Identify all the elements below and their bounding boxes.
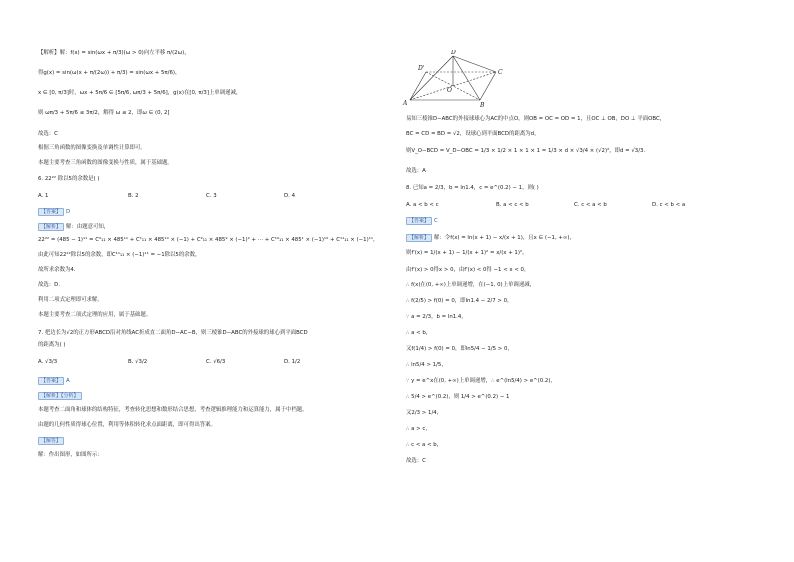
solution-line: ∵ y = e^x在(0, +∞)上单调递增，∴ e^(ln5/4) > e^(0.2)， xyxy=(406,378,556,384)
option-a: A. 1 xyxy=(38,193,49,199)
analysis-tag: 【解析】 xyxy=(38,223,64,231)
option-d: D. c < b < a xyxy=(652,202,686,208)
solution-tag-line xyxy=(38,437,66,445)
option-c: C. √6/3 xyxy=(206,359,226,365)
solution-line: 解：作出图形，如图所示： xyxy=(38,452,103,458)
question-7-cont: 的距离为( ) xyxy=(38,342,66,348)
solution-line: ∴ f(x)在(0, +∞)上单调递增，在(−1, 0)上单调递减， xyxy=(406,282,535,288)
solution-line: 由题的几何性质得球心位置，利用等体积转化求点面距离，即可得出答案。 xyxy=(38,422,216,428)
answer-value: A xyxy=(66,378,70,384)
question-7: 7. 把边长为√2的正方形ABCD沿对角线AC折成直二面角D−AC−B，则三棱锥D−ABC的外接球的球心到平面BCD xyxy=(38,330,308,336)
answer-line xyxy=(38,208,70,216)
edge-bc xyxy=(480,72,496,100)
solution-line: 又2/3 > 1/4， xyxy=(406,410,443,416)
option-c: C. c < a < b xyxy=(574,202,607,208)
solution-line: 由此可知22²²除以5的余数，即C¹¹₁₁ × (−1)¹¹ = −1除以5的余数， xyxy=(38,252,201,258)
option-b: B. a < c < b xyxy=(496,202,529,208)
option-b: B. √3/2 xyxy=(128,359,148,365)
solution-line: x ∈ [0, π/3]时，ωx + 5π/6 ∈ [5π/6, ωπ/3 + 5π/6]，g(x)在[0, π/3]上单调递减， xyxy=(38,90,242,96)
answer-line xyxy=(406,217,438,225)
analysis-line: 【解析】 解：令f(x) = ln(x + 1) − x/(x + 1)，且x ∈ (−1, +∞)， xyxy=(406,234,575,242)
solution-line: ∵ a = 2/3，b = ln1.4， xyxy=(406,314,467,320)
label-a: A xyxy=(403,100,408,107)
label-d-prime: D' xyxy=(418,65,425,72)
solution-line: 本题主要考查二项式定理的应用，属于基础题。 xyxy=(38,312,152,318)
formula-line: 22²² = (485 − 1)¹¹ = C⁰₁₁ × 485¹¹ + C¹₁₁ × 485¹⁰ × (−1) + C²₁₁ × 485⁹ × (−1)² + ⋯ + C¹⁰₁₁ × 485¹ × (−1)¹⁰ + C¹¹₁₁ × (−1)¹¹， xyxy=(38,237,379,243)
option-d: D. 1/2 xyxy=(284,359,301,365)
solution-line: ∴ 5/4 > e^(0.2)，则 1/4 > e^(0.2) − 1 xyxy=(406,394,510,400)
solution-line: 又f(1/4) > f(0) = 0，即ln5/4 − 1/5 > 0， xyxy=(406,346,513,352)
answer-tag: 【答案】 xyxy=(406,217,432,225)
solution-line: ∴ c < a < b， xyxy=(406,442,443,448)
solution-line: ∴ a < b， xyxy=(406,330,432,336)
solution-line: 易知三棱锥D−ABC的外接球球心为AC的中点O，则OB = OC = OD = 1，且OC ⊥ OB，DO ⊥ 平面OBC， xyxy=(406,116,666,122)
solution-line: 本题考查二面角和球体的结构特征，考查转化思想和数形结合思想，考查逻辑推理能力和运算能力，属于中档题。 xyxy=(38,407,308,413)
solution-line: 则 ωπ/3 + 5π/6 ≤ 3π/2，解得 ω ≤ 2，即ω ∈ (0, 2] xyxy=(38,110,170,116)
answer-line xyxy=(38,377,70,385)
label-b: B xyxy=(480,102,485,109)
solution-line: ∴ a > c， xyxy=(406,426,431,432)
solution-line: 本题主要考查三角函数的图像变换与性质，属于基础题。 xyxy=(38,160,173,166)
solution-line: 【解析】解：f(x) = sin(ωx + π/3)(ω > 0)向左平移 π/(2ω)， xyxy=(38,50,190,56)
analysis-tag: 【解析】 xyxy=(406,234,432,242)
formula-line: 则V_O−BCD = V_D−OBC = 1/3 × 1/2 × 1 × 1 × 1 = 1/3 × d × √3/4 × (√2)²，即d = √3/3. xyxy=(406,148,646,154)
question-8: 8. 已知a = 2/3，b = ln1.4，c = e^(0.2) − 1，则( ) xyxy=(406,185,539,191)
option-a: A. a < b < c xyxy=(406,202,439,208)
option-b: B. 2 xyxy=(128,193,139,199)
solution-line: ∴ ln5/4 > 1/5， xyxy=(406,362,447,368)
solution-line: 得g(x) = sin(ω(x + π/(2ω)) + π/3) = sin(ωx + 5π/6)， xyxy=(38,70,181,76)
answer-tag: 【答案】 xyxy=(38,208,64,216)
label-c: C xyxy=(498,69,503,76)
edge-db xyxy=(453,56,480,100)
solution-line: 利用二项式定理即可求解。 xyxy=(38,297,103,303)
edge-dc xyxy=(453,56,496,72)
solution-line: 故选：C xyxy=(38,131,58,137)
option-c: C. 3 xyxy=(206,193,217,199)
analysis-line: 【解析】 解：由题意可知， xyxy=(38,223,109,231)
solution-line: ∴ f(2/5) > f(0) = 0，即ln1.4 − 2/7 > 0， xyxy=(406,298,513,304)
label-o: O xyxy=(447,87,452,94)
label-d: D xyxy=(451,50,456,56)
solution-tag: 【解答】 xyxy=(38,437,64,445)
option-a: A. √3/3 xyxy=(38,359,58,365)
analysis-line xyxy=(38,392,84,400)
solution-line: BC = CD = BD = √2，设球心到平面BCD的距离为d， xyxy=(406,131,540,137)
solution-line: 故所求余数为4. xyxy=(38,267,76,273)
answer-tag: 【答案】 xyxy=(38,377,64,385)
solution-line: 故选：A xyxy=(406,168,426,174)
analysis-tag: 【解析】【分析】 xyxy=(38,392,82,400)
answer-value: C xyxy=(434,218,438,224)
tetrahedron-figure xyxy=(400,50,510,110)
solution-line: 根据三角函数的图像变换及单调性计算即可。 xyxy=(38,145,146,151)
option-d: D. 4 xyxy=(284,193,296,199)
solution-line: 故选：D. xyxy=(38,282,61,288)
formula-line: 则f'(x) = 1/(x + 1) − 1/(x + 1)² = x/(x + 1)²， xyxy=(406,250,528,256)
solution-line: 由f'(x) > 0得x > 0，由f'(x) < 0得 −1 < x < 0， xyxy=(406,267,530,273)
answer-value: D xyxy=(66,209,71,215)
solution-line: 故选：C xyxy=(406,458,426,464)
question-6: 6. 22²² 除以5的余数是( ) xyxy=(38,176,100,182)
